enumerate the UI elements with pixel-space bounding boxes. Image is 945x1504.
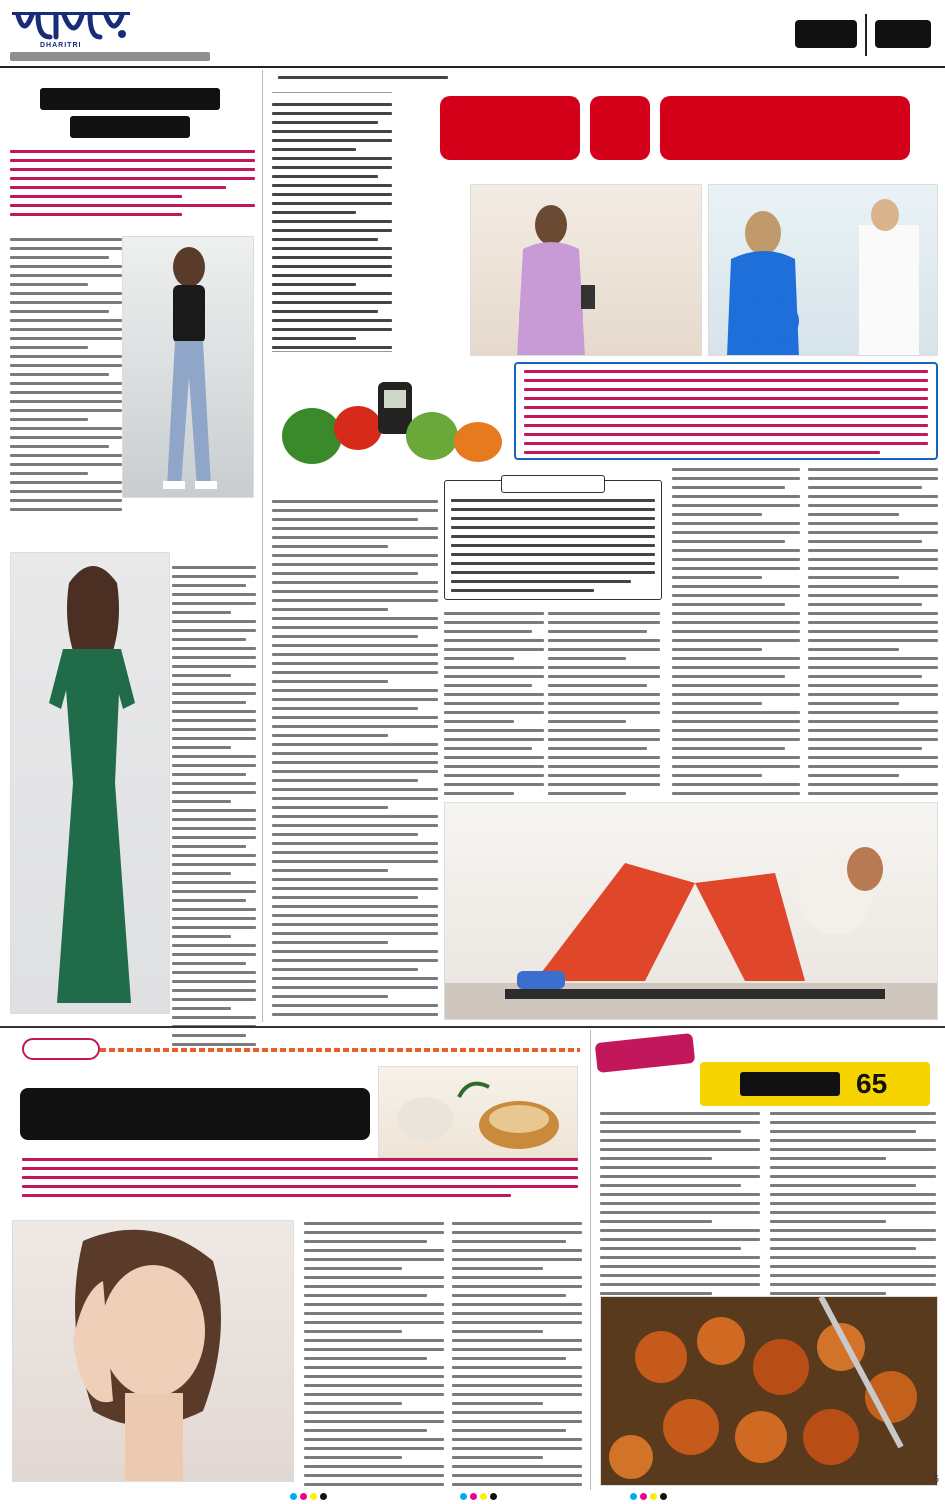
newspaper-wordmark: DHARITRI <box>40 42 82 49</box>
glow-pack-intro <box>22 1158 578 1212</box>
page-number: 5 <box>933 1474 939 1484</box>
dateline <box>10 52 210 63</box>
diabetes-byline <box>278 76 448 86</box>
pregnant-woman-blood-test-photo <box>708 184 938 356</box>
glow-pack-ingredients-photo <box>378 1066 578 1158</box>
beauty-section-rule <box>100 1048 580 1052</box>
risk-factor-heading <box>501 475 605 493</box>
bottom-section-divider <box>0 1026 945 1028</box>
vegetables-and-glucometer-photo <box>272 362 510 472</box>
diabetes-body-col-5 <box>808 468 938 798</box>
diabetes-body-col-3 <box>548 612 660 796</box>
diabetes-headline-block-2 <box>590 96 650 160</box>
section-name-and-page-box <box>795 8 935 60</box>
recipe-title-number: 65 <box>856 1068 888 1099</box>
woman-in-green-dress-photo <box>10 552 170 1014</box>
woman-in-black-top-photo <box>122 236 254 498</box>
tight-clothes-body-1 <box>10 238 122 513</box>
pregnant-woman-glucose-test-photo <box>470 184 702 356</box>
glow-pack-body-col-2 <box>452 1222 582 1492</box>
column-divider <box>262 70 263 1022</box>
tight-clothes-body-2 <box>172 566 256 1046</box>
print-registration-marks <box>0 1490 945 1504</box>
recipe-ingredients <box>600 1112 760 1302</box>
beauty-section-tag <box>22 1038 100 1060</box>
diabetes-highlight-box <box>514 362 938 460</box>
woman-glowing-skin-photo <box>12 1220 294 1482</box>
diabetes-body-col-2 <box>444 612 544 796</box>
risk-factor-box <box>444 480 662 600</box>
recipe-section-tag <box>595 1033 696 1073</box>
glow-pack-headline <box>20 1088 370 1140</box>
recipe-section-divider <box>590 1030 591 1490</box>
tight-clothes-intro <box>10 150 255 222</box>
newspaper-logo <box>12 6 130 42</box>
woman-exercising-crunches-photo <box>444 802 938 1020</box>
idli-65-dish-photo <box>600 1296 938 1486</box>
tight-clothes-headline-line-2 <box>70 116 190 138</box>
diabetes-body-col-4 <box>672 468 800 798</box>
recipe-method <box>770 1112 936 1302</box>
glow-pack-body-col-1 <box>304 1222 444 1492</box>
recipe-title-box <box>700 1062 930 1106</box>
masthead <box>0 0 945 68</box>
recipe-title-word <box>740 1072 840 1096</box>
diabetes-headline-block-3 <box>660 96 910 160</box>
diabetes-body-col-1 <box>272 500 438 1020</box>
diabetes-intro-box <box>272 92 392 352</box>
diabetes-headline-block-1 <box>440 96 580 160</box>
tight-clothes-headline-line-1 <box>40 88 220 110</box>
